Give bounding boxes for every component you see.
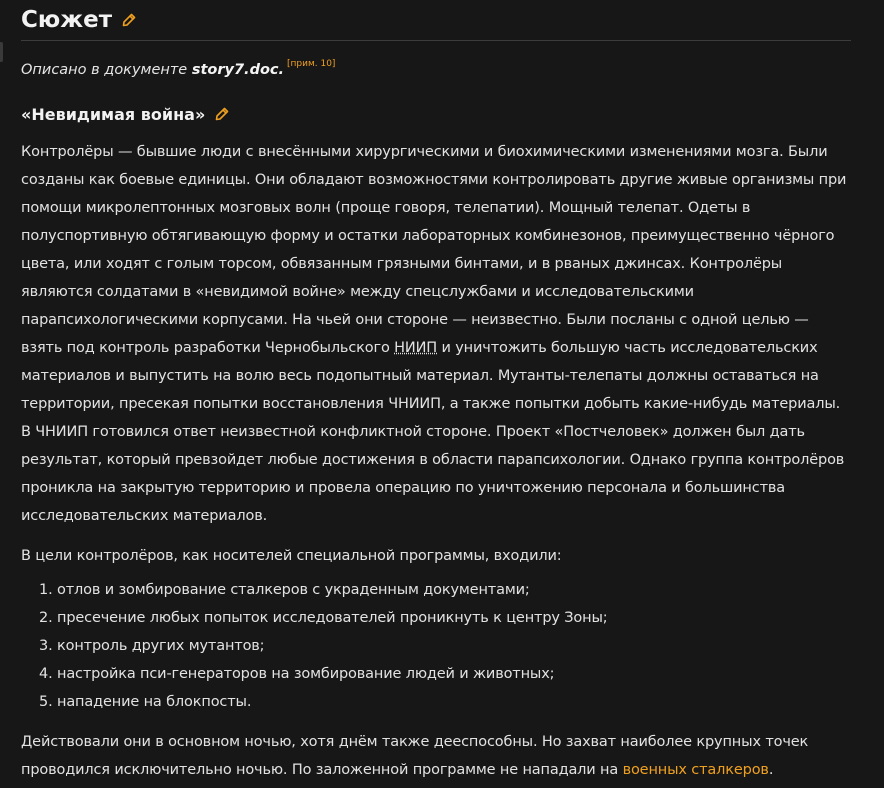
- list-item: 2. пресечение любых попыток исследователей проникнуть к центру Зоны;: [39, 610, 608, 626]
- paragraph-text: .: [768, 762, 774, 778]
- footnote-ref[interactable]: [прим. 10]: [287, 59, 336, 69]
- side-tab-edge: [0, 42, 3, 62]
- paragraph-text: Действовали они в основном ночью, хотя днём также дееспособны. Но захват наиболее крупных точек проводился исключительно ночью. По заложенной программе не нападали на: [21, 734, 809, 778]
- abbreviation-niip[interactable]: НИИП: [394, 340, 438, 356]
- link-military-stalkers[interactable]: военных сталкеров: [622, 762, 769, 778]
- goals-list: [21, 576, 851, 716]
- section-title: «Невидимая война»: [21, 104, 206, 124]
- section-header: [21, 102, 851, 126]
- list-item: 4. настройка пси-генераторов на зомбирование людей и животных;: [39, 666, 555, 682]
- paragraph-description: [21, 138, 851, 530]
- document-note: [21, 54, 851, 80]
- paragraph-behavior: [21, 728, 851, 784]
- edit-pencil-icon[interactable]: [215, 107, 229, 121]
- document-name: story7.doc.: [191, 62, 285, 78]
- list-item: 1. отлов и зомбирование сталкеров с украденным документами;: [39, 582, 530, 598]
- paragraph-text: и уничтожить большую часть исследовательских материалов и выпустить на волю весь подопытный материал. Мутанты-телепаты должны оставаться на территории, пресекая попытки восстановления ЧНИИП, а также попытки добыть какие-нибудь материалы. В ЧНИИП готовился ответ неизвестной конфликтной стороне. Проект «Постчеловек» должен был дать результат, который превзойдет любые достижения в области парапсихологии. Однако группа контролёров проникла на закрытую территорию и провела операцию по уничтожению персонала и большинства исследовательских материалов.: [21, 340, 845, 524]
- page-title: Сюжет: [21, 7, 113, 33]
- page-header: [21, 0, 851, 41]
- edit-pencil-icon[interactable]: [122, 13, 136, 27]
- list-item: 3. контроль других мутантов;: [39, 638, 265, 654]
- list-item: 5. нападение на блокпосты.: [39, 694, 252, 710]
- paragraph-goals-intro: В цели контролёров, как носителей специальной программы, входили:: [21, 548, 562, 564]
- document-note-prefix: Описано в документе: [21, 62, 192, 78]
- article-content: [21, 0, 851, 784]
- paragraph-text: Контролёры — бывшие люди с внесёнными хирургическими и биохимическими изменениями мозга. Были созданы как боевые единицы. Они обладают возможностями контролировать другие живые организмы при помощи микролептонных мозговых волн (проще говоря, телепатии). Мощный телепат. Одеты в полуспортивную обтягивающую форму и остатки лабораторных комбинезонов, преимущественно чёрного цвета, или ходят с голым торсом, обвязанным грязными бинтами, и в рваных джинсах. Контролёры являются солдатами в «невидимой войне» между спецслужбами и исследовательскими парапсихологическими корпусами. На чьей они стороне — неизвестно. Были посланы с одной целью — взять под контроль разработки Чернобыльского: [21, 144, 847, 356]
